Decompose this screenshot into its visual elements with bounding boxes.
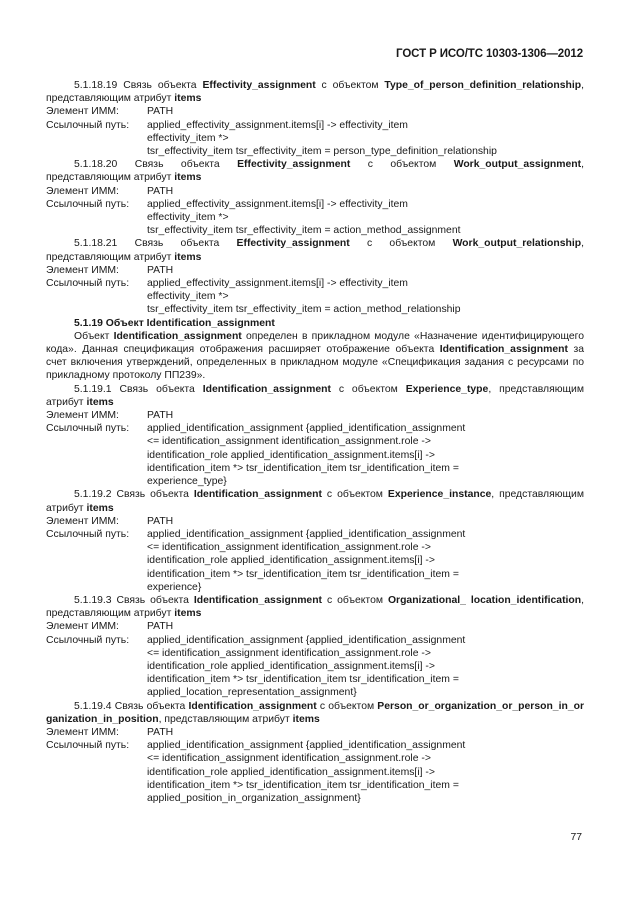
ref-path-line: identification_item *> tsr_identification_item tsr_identification_item = (147, 462, 459, 474)
ref-path-row: Ссылочный путь: applied_identification_assignment {applied_identification_assignment (46, 740, 466, 752)
document-body (46, 79, 584, 805)
ref-path-line: tsr_effectivity_item tsr_effectivity_item = person_type_definition_relationship (147, 146, 497, 158)
ref-path-line: identification_item *> tsr_identification_item tsr_identification_item = (147, 779, 459, 791)
ref-path-line: <= identification_assignment identification_assignment.role -> (147, 647, 431, 659)
clause-5-1-19-2: 5.1.19.2 Связь объекта Identification_assignment с объектом Experience_instance, представляющим атрибут items (46, 489, 584, 514)
ref-path-row: Ссылочный путь: applied_effectivity_assignment.items[i] -> effectivity_item (46, 278, 408, 290)
clause-5-1-18-20: 5.1.18.20 Связь объекта Effectivity_assignment с объектом Work_output_assignment, представляющим атрибут items (46, 159, 584, 184)
ref-path-line: effectivity_item *> (147, 132, 229, 144)
ref-path-line: <= identification_assignment identification_assignment.role -> (147, 436, 431, 448)
ref-path-line: experience_type} (147, 476, 227, 488)
ref-path-line: identification_role applied_identification_assignment.items[i] -> (147, 660, 435, 672)
clause-5-1-18-19: 5.1.18.19 Связь объекта Effectivity_assignment с объектом Type_of_person_definition_relationship, представляющим атрибут items (46, 80, 584, 105)
page-number: 77 (570, 832, 582, 843)
ref-path-row: Ссылочный путь: applied_effectivity_assignment.items[i] -> effectivity_item (46, 198, 408, 210)
ref-path-line: effectivity_item *> (147, 212, 229, 224)
document-header: ГОСТ Р ИСО/ТС 10303-1306—2012 (396, 48, 583, 60)
element-row: Элемент ИММ: PATH (46, 410, 174, 422)
ref-path-line: identification_item *> tsr_identification_item tsr_identification_item = (147, 568, 459, 580)
ref-path-line: identification_role applied_identification_assignment.items[i] -> (147, 766, 435, 778)
ref-path-row: Ссылочный путь: applied_effectivity_assignment.items[i] -> effectivity_item (46, 119, 408, 131)
ref-path-row: Ссылочный путь: applied_identification_assignment {applied_identification_assignment (46, 528, 466, 540)
clause-5-1-19-3: 5.1.19.3 Связь объекта Identification_assignment с объектом Organizational_ location_identification, представляющим атрибут items (46, 594, 584, 620)
element-row: Элемент ИММ: PATH (46, 515, 174, 527)
ref-path-line: experience} (147, 581, 202, 593)
section-heading: 5.1.19 Объект Identification_assignment (74, 317, 275, 329)
ref-path-line: applied_position_in_organization_assignment} (147, 792, 361, 804)
ref-path-line: <= identification_assignment identification_assignment.role -> (147, 542, 431, 554)
ref-path-line: identification_role applied_identification_assignment.items[i] -> (147, 555, 435, 567)
element-row: Элемент ИММ: PATH (46, 264, 174, 276)
ref-path-line: identification_item *> tsr_identification_item tsr_identification_item = (147, 674, 459, 686)
clause-5-1-18-21: 5.1.18.21 Связь объекта Effectivity_assignment с объектом Work_output_relationship, представляющим атрибут items (46, 238, 584, 263)
ref-path-row: Ссылочный путь: applied_identification_assignment {applied_identification_assignment (46, 634, 466, 646)
ref-path-line: identification_role applied_identification_assignment.items[i] -> (147, 449, 435, 461)
element-row: Элемент ИММ: PATH (46, 185, 174, 197)
element-row: Элемент ИММ: PATH (46, 621, 174, 633)
ref-path-line: applied_location_representation_assignment} (147, 687, 357, 699)
ref-path-line: effectivity_item *> (147, 291, 229, 303)
element-row: Элемент ИММ: PATH (46, 726, 174, 738)
section-intro: Объект Identification_assignment определен в прикладном модуле «Назначение идентифицирующего кода». Данная спецификация отображения расширяет отображение объекта Identification_assignment за счет включения утверждений, определенных в прикладном модуле «Спецификация задания с ресурсами по прикладному протоколу ПП239». (46, 330, 585, 382)
clause-5-1-19-1: 5.1.19.1 Связь объекта Identification_assignment с объектом Experience_type, представляющим атрибут items (46, 383, 584, 408)
ref-path-row: Ссылочный путь: applied_identification_assignment {applied_identification_assignment (46, 423, 466, 435)
ref-path-line: tsr_effectivity_item tsr_effectivity_item = action_method_assignment (147, 225, 461, 237)
clause-5-1-19-4: 5.1.19.4 Связь объекта Identification_assignment с объектом Person_or_organization_or_person_in_organization_in_position, представляющим атрибут items (46, 700, 584, 725)
ref-path-line: <= identification_assignment identification_assignment.role -> (147, 753, 431, 765)
element-row: Элемент ИММ: PATH (46, 106, 174, 118)
ref-path-line: tsr_effectivity_item tsr_effectivity_item = action_method_relationship (147, 304, 461, 316)
